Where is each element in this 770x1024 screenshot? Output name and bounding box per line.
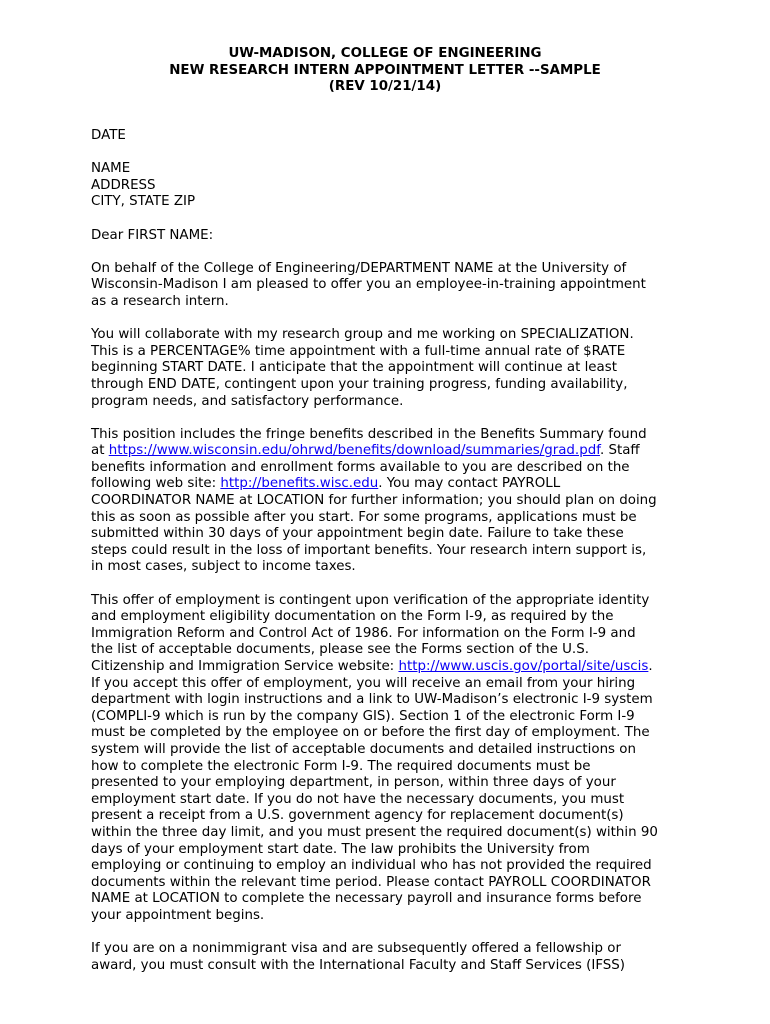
paragraph-appointment: You will collaborate with my research group and me working on SPECIALIZATION. This is a PERCENTAGE% time appointment with a full-time annual rate of $RATE beginning START DATE. I anticipate that the appointment will continue at least through END DATE, contingent upon your training progress, funding availability, program needs, and satisfactory performance. — [91, 327, 634, 409]
letter-header — [0, 46, 770, 96]
header-revision: (REV 10/21/14) — [328, 79, 442, 94]
header-title: NEW RESEARCH INTERN APPOINTMENT LETTER --SAMPLE — [169, 62, 601, 78]
paragraph-benefits: This position includes the fringe benefits described in the Benefits Summary found at https://www.wisconsin.edu/ohrwd/benefits/download/summaries/grad.pdf. Staff benefits information and enrollment forms available to you are described on the following web site: http://benefits.wisc.edu. You may contact PAYROLL COORDINATOR NAME at LOCATION for further information; you should plan on doing this as soon as possible after you start. For some programs, applications must be submitted within 30 days of your appointment begin date. Failure to take these steps could result in the loss of important benefits. Your research intern support is, in most cases, subject to income taxes. — [91, 426, 657, 575]
letter-body — [91, 128, 711, 991]
uscis-website-link[interactable]: http://www.uscis.gov/portal/site/uscis — [398, 659, 649, 674]
header-institution: UW-MADISON, COLLEGE OF ENGINEERING — [228, 46, 542, 61]
recipient-street: ADDRESS — [91, 177, 156, 193]
salutation: Dear FIRST NAME: — [91, 227, 214, 243]
recipient-city: CITY, STATE ZIP — [91, 194, 196, 210]
paragraph-i9: This offer of employment is contingent upon verification of the appropriate identity and employment eligibility documentation on the Form I-9, as required by the Immigration Reform and Control Act of 1986. For information on the Form I-9 and the list of acceptable documents, please see the Forms section of the U.S. Citizenship and Immigration Service website: http://www.uscis.gov/portal/site/uscis. If you accept this offer of employment, you will receive an email from your hiring department with login instructions and a link to UW-Madison’s electronic I-9 system (COMPLI-9 which is run by the company GIS). Section 1 of the electronic Form I-9 must be completed by the employee on or before the first day of employment. The system will provide the list of acceptable documents and detailed instructions on how to complete the electronic Form I-9. The required documents must be presented to your employing department, in person, within three days of your employment start date. If you do not have the necessary documents, you must present a receipt from a U.S. government agency for replacement document(s) within the three day limit, and you must present the required document(s) within 90 days of your employment start date. The law prohibits the University from employing or continuing to employ an individual who has not provided the required documents within the relevant time period. Please contact PAYROLL COORDINATOR NAME at LOCATION to complete the necessary payroll and insurance forms before your appointment begins. — [91, 592, 658, 923]
paragraph-offer: On behalf of the College of Engineering/DEPARTMENT NAME at the University of Wisconsin-Madison I am pleased to offer you an employee-in-training appointment as a research intern. — [91, 260, 646, 309]
paragraph-visa: If you are on a nonimmigrant visa and are subsequently offered a fellowship or award, you must consult with the International Faculty and Staff Services (IFSS) — [91, 941, 626, 973]
recipient-name: NAME — [91, 161, 131, 177]
benefits-website-link[interactable]: http://benefits.wisc.edu — [220, 476, 379, 492]
benefits-summary-link[interactable]: https://www.wisconsin.edu/ohrwd/benefits/download/summaries/grad.pdf — [108, 443, 600, 459]
date-line: DATE — [91, 128, 126, 143]
recipient-address — [91, 161, 711, 211]
